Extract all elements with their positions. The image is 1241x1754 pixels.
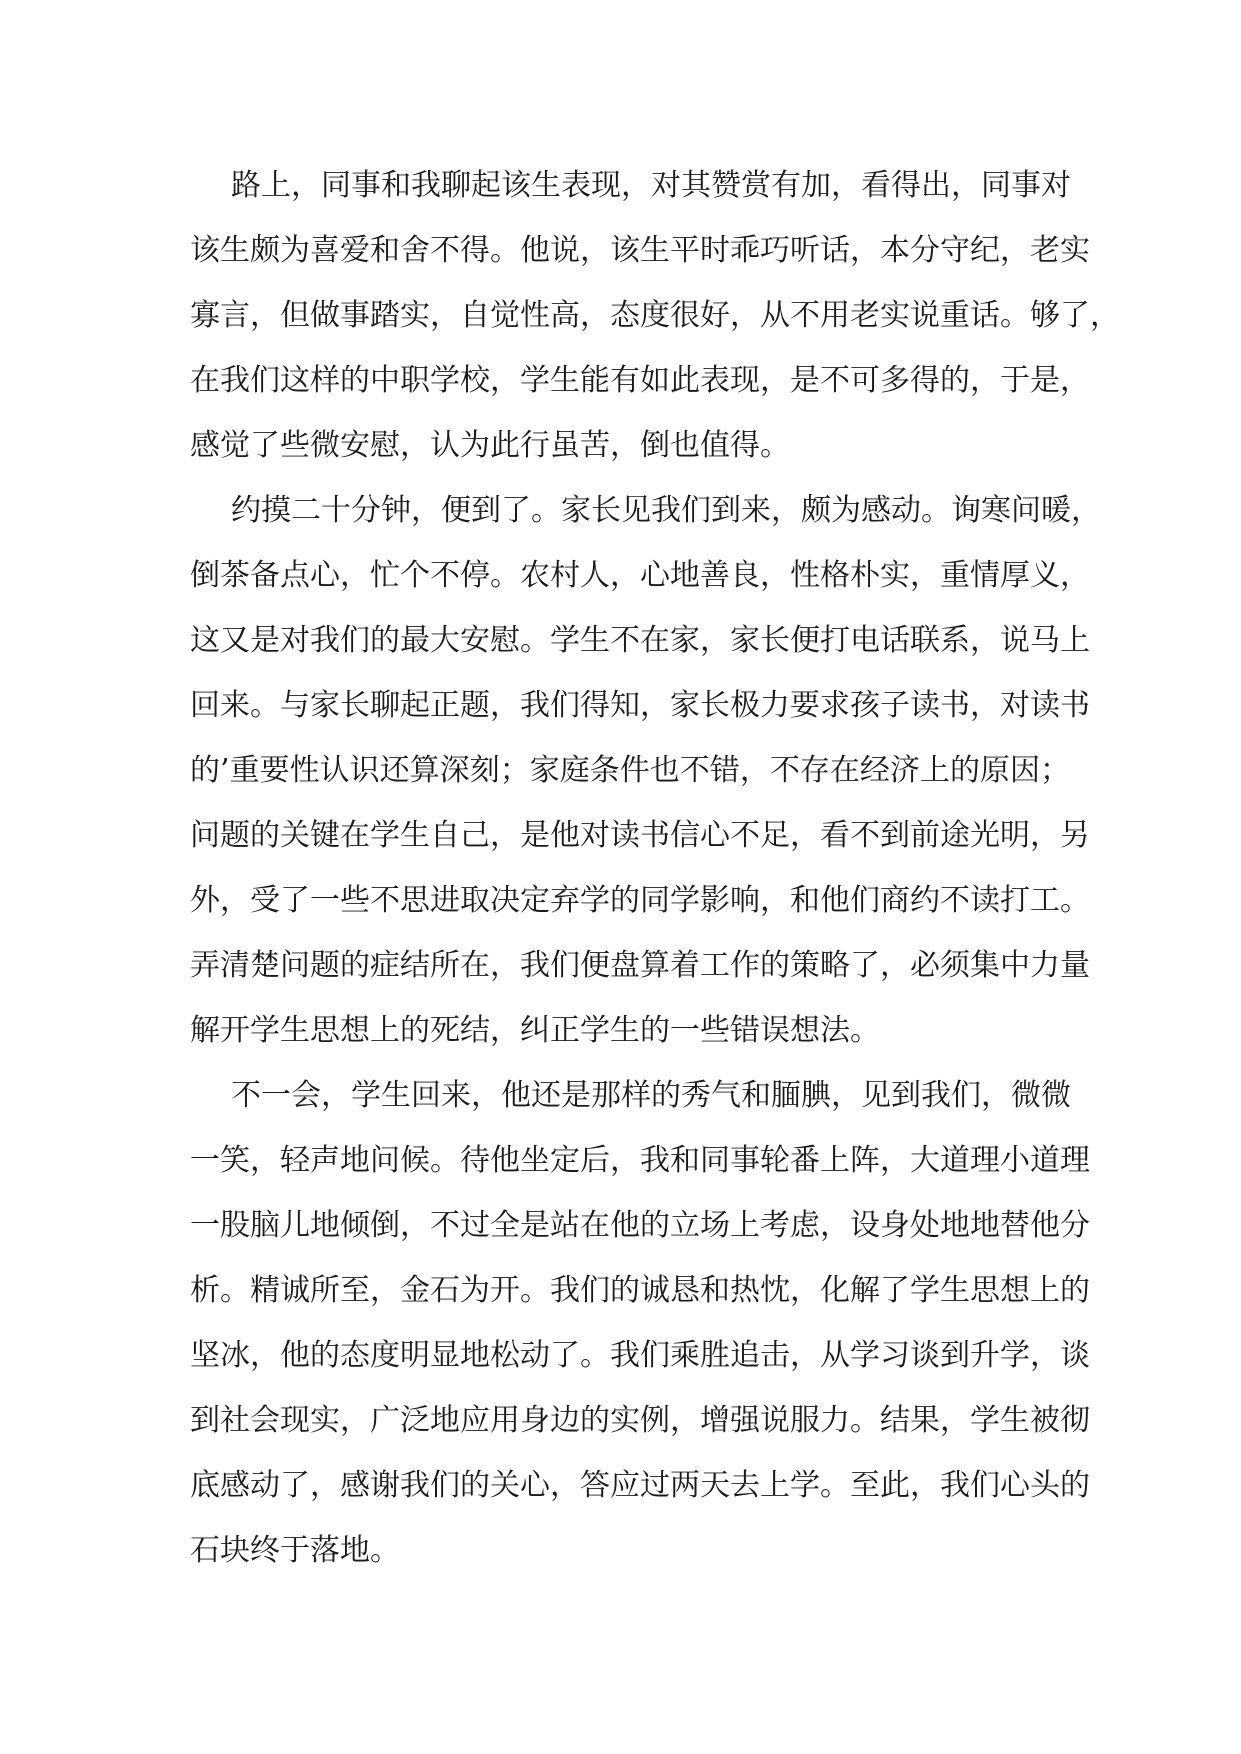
text-line: 回来。与家长聊起正题，我们得知，家长极力要求孩子读书，对读书 bbox=[190, 688, 1090, 723]
text-line: 该生颇为喜爱和舍不得。他说，该生平时乖巧听话，本分守纪，老实 bbox=[190, 233, 1090, 268]
text-line: 路上，同事和我聊起该生表现，对其赞赏有加，看得出，同事对 bbox=[231, 168, 1071, 203]
text-line: 析。精诚所至，金石为开。我们的诚恳和热忱，化解了学生思想上的 bbox=[190, 1273, 1090, 1308]
text-line: 寡言，但做事踏实，自觉性高，态度很好，从不用老实说重话。够了， bbox=[190, 298, 1120, 333]
text-line: 外，受了一些不思进取决定弃学的同学影响，和他们商约不读打工。 bbox=[190, 883, 1090, 918]
text-line: 一笑，轻声地问候。待他坐定后，我和同事轮番上阵，大道理小道理 bbox=[190, 1143, 1090, 1178]
text-line: 不一会，学生回来，他还是那样的秀气和腼腆，见到我们，微微 bbox=[231, 1078, 1071, 1113]
text-line: 问题的关键在学生自己，是他对读书信心不足，看不到前途光明，另 bbox=[190, 818, 1090, 853]
text-line: 感觉了些微安慰，认为此行虽苦，倒也值得。 bbox=[190, 428, 790, 463]
text-line: 弄清楚问题的症结所在，我们便盘算着工作的策略了，必须集中力量 bbox=[190, 948, 1090, 983]
text-line: 到社会现实，广泛地应用身边的实例，增强说服力。结果，学生被彻 bbox=[190, 1403, 1090, 1438]
text-line: 坚冰，他的态度明显地松动了。我们乘胜追击，从学习谈到升学，谈 bbox=[190, 1338, 1090, 1373]
text-line: 倒茶备点心，忙个不停。农村人，心地善良，性格朴实，重情厚义， bbox=[190, 558, 1090, 593]
text-line: 石块终于落地。 bbox=[190, 1533, 400, 1568]
text-line: 的’重要性认识还算深刻；家庭条件也不错，不存在经济上的原因； bbox=[190, 753, 1070, 788]
text-line: 在我们这样的中职学校，学生能有如此表现，是不可多得的，于是， bbox=[190, 363, 1090, 398]
paragraph-2 bbox=[190, 478, 1101, 1063]
text-line: 解开学生思想上的死结，纠正学生的一些错误想法。 bbox=[190, 1013, 880, 1048]
paragraph-3 bbox=[190, 1063, 1090, 1583]
paragraph-1 bbox=[190, 153, 1120, 478]
text-line: 底感动了，感谢我们的关心，答应过两天去上学。至此，我们心头的 bbox=[190, 1468, 1090, 1503]
text-line: 这又是对我们的最大安慰。学生不在家，家长便打电话联系，说马上 bbox=[190, 623, 1090, 658]
text-line: 一股脑儿地倾倒，不过全是站在他的立场上考虑，设身处地地替他分 bbox=[190, 1208, 1090, 1243]
text-line: 约摸二十分钟，便到了。家长见我们到来，颇为感动。询寒问暖， bbox=[231, 493, 1101, 528]
document-body bbox=[190, 153, 1120, 1583]
